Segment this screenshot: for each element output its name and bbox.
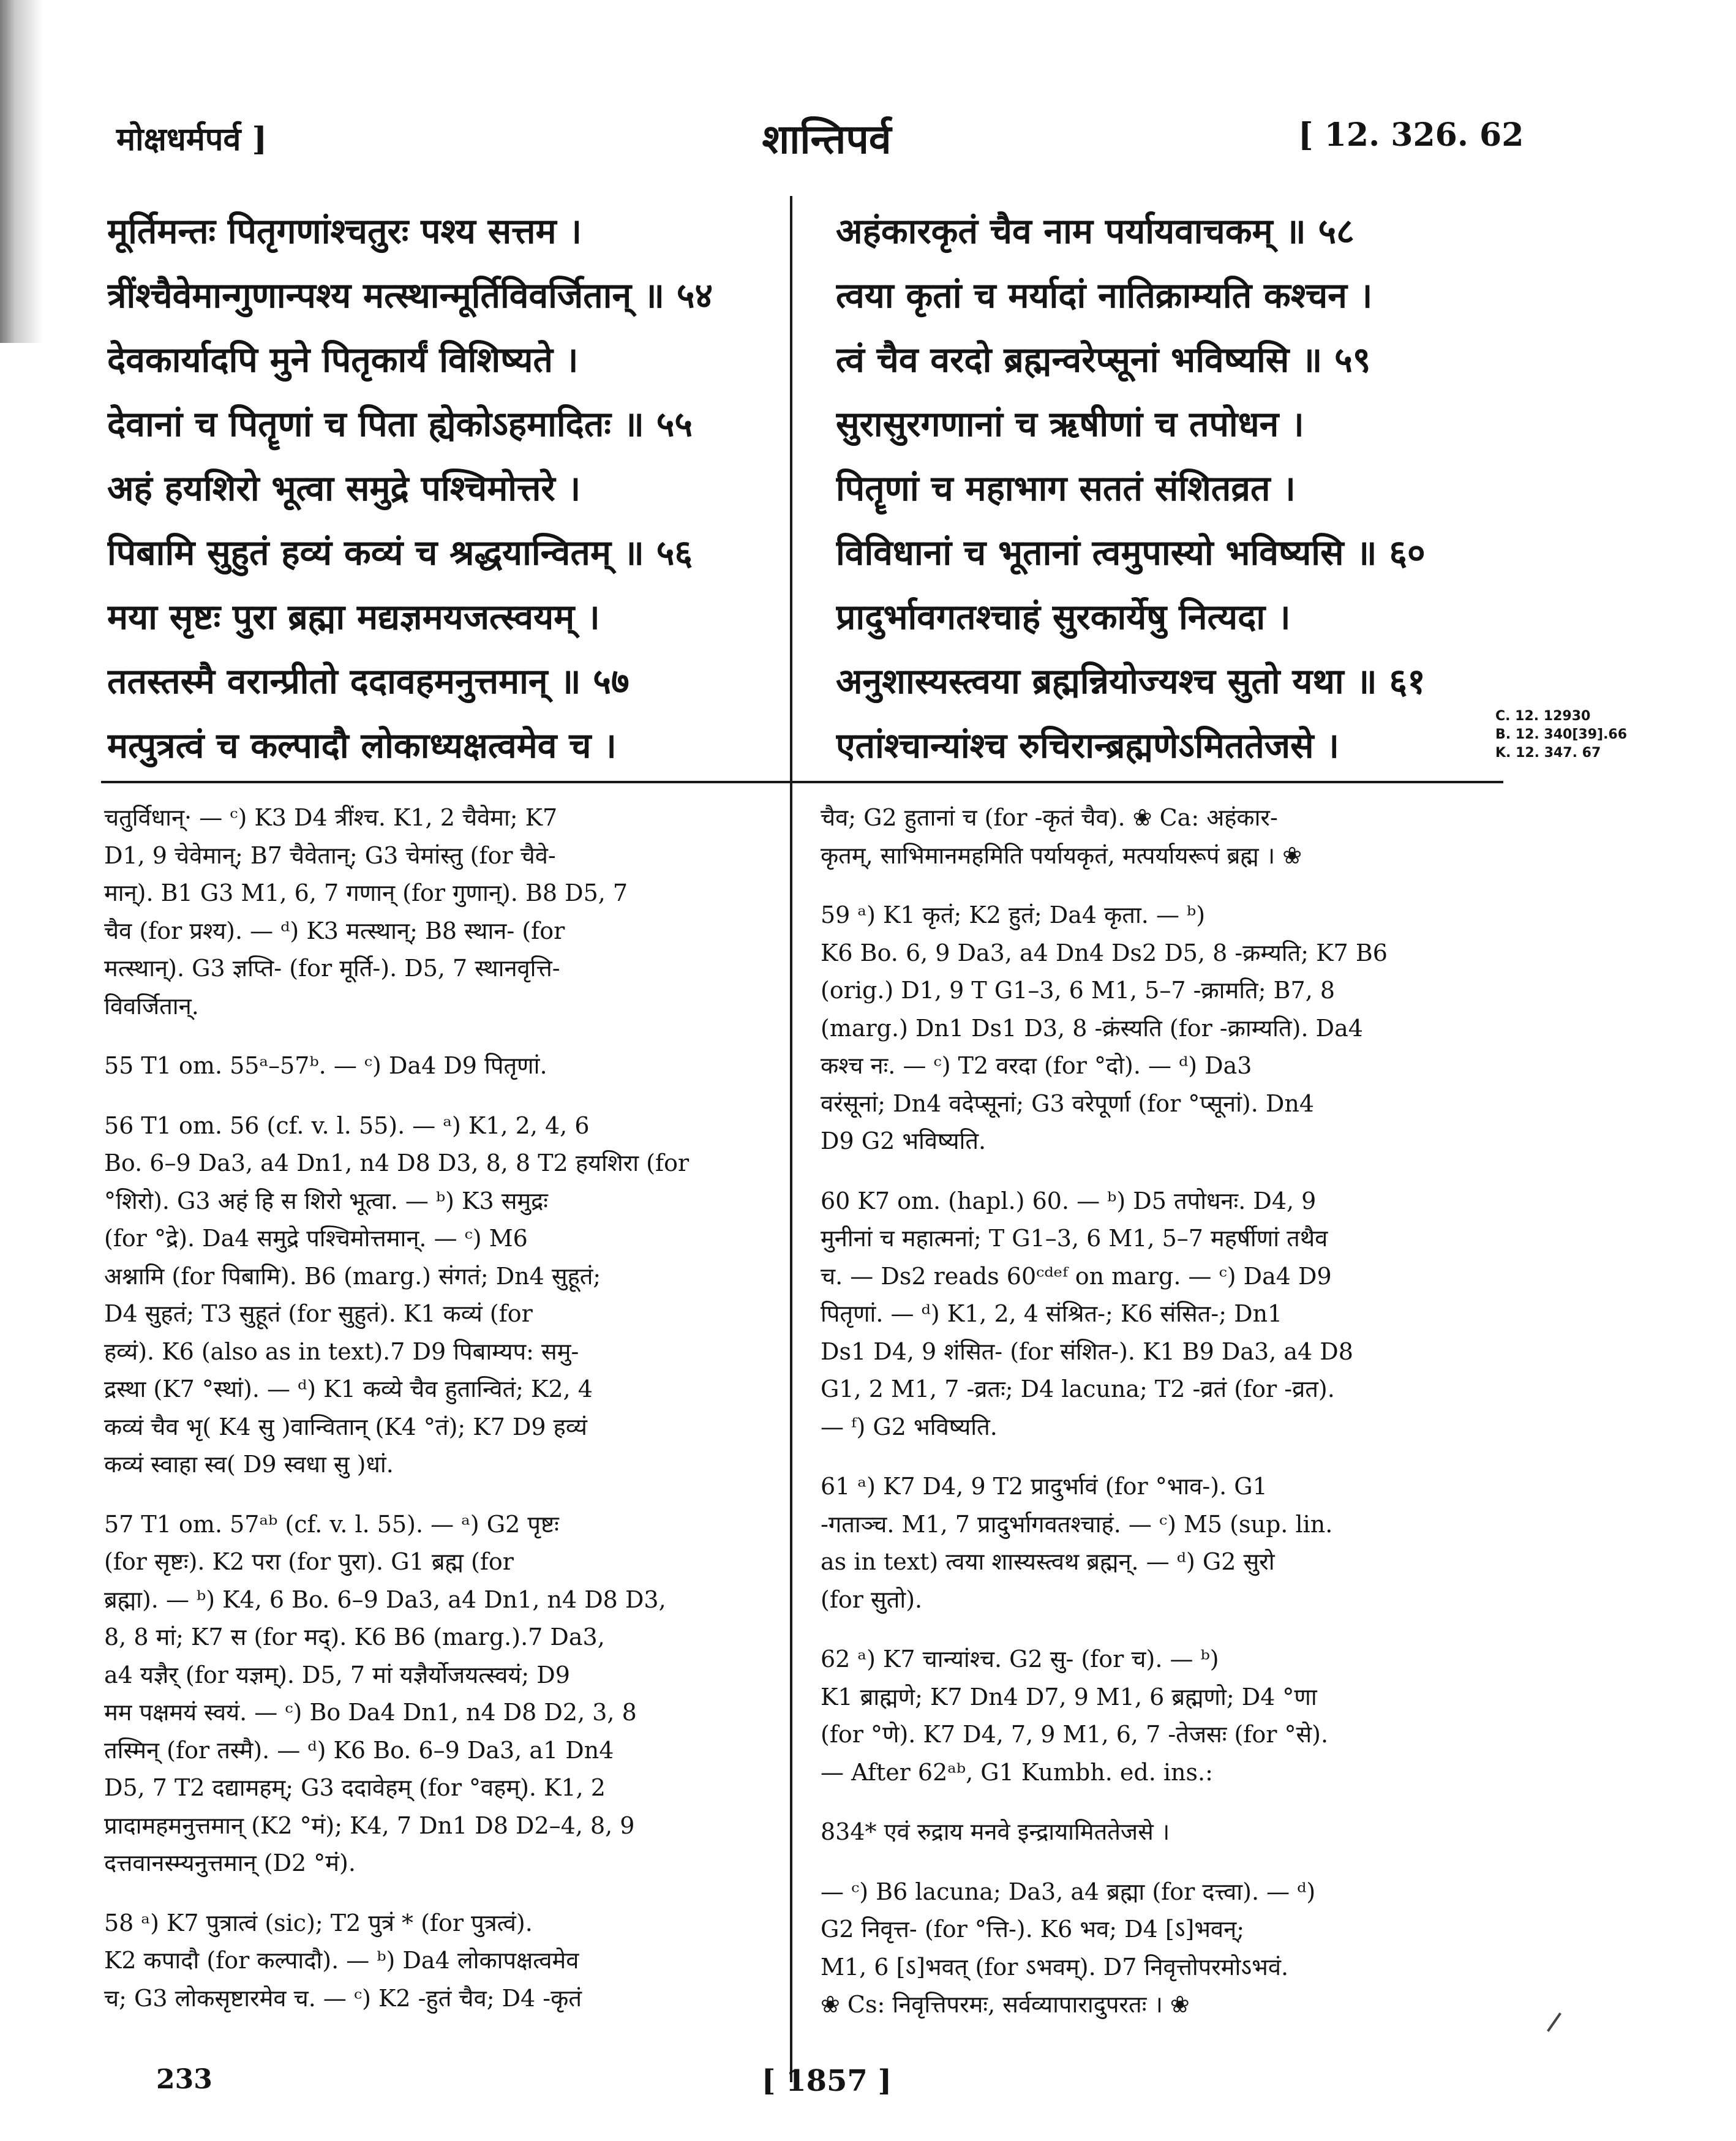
verse-line: सुरासुरगणानां च ऋषीणां च तपोधन । bbox=[836, 404, 1304, 445]
apparatus-note-54 bbox=[104, 799, 772, 1025]
apparatus-note-58 bbox=[104, 1905, 772, 2018]
apparatus-line: चैव; G2 हुतानां च (for -कृतं चैव). ❀ Ca: अहंकार- bbox=[821, 804, 1278, 831]
apparatus-line: प्रादामहमनुत्तमान् (K2 °मं); K4, 7 Dn1 D8 D2–4, 8, 9 bbox=[104, 1812, 635, 1839]
verse-line: अहंकारकृतं चैव नाम पर्यायवाचकम् ॥ ५८ bbox=[836, 211, 1355, 252]
apparatus-line: दत्तवानस्म्यनुत्तमान् (D2 °मं). bbox=[104, 1849, 356, 1876]
verse-line: प्रादुर्भावगतश्चाहं सुरकार्येषु नित्यदा । bbox=[836, 596, 1291, 638]
apparatus-line: D1, 9 चेवेमान्; B7 चैवेतान्; G3 चेमांस्तु (for चैवे- bbox=[104, 841, 556, 869]
verse-column-left bbox=[107, 199, 781, 778]
apparatus-line: 834* एवं रुद्राय मनवे इन्द्रायामिततेजसे । bbox=[821, 1818, 1170, 1845]
apparatus-line: (for सृष्टः). K2 परा (for पुरा). G1 ब्रह्म (for bbox=[104, 1548, 514, 1575]
apparatus-note-55 bbox=[104, 1047, 772, 1085]
apparatus-line: (marg.) Dn1 Ds1 D3, 8 -क्रंस्यति (for -क्राम्यति). Da4 bbox=[821, 1014, 1363, 1042]
verse-line: त्रींश्चैवेमान्गुणान्पश्य मत्स्थान्मूर्तिविवर्जितान् ॥ ५४ bbox=[107, 275, 713, 316]
apparatus-note-62 bbox=[821, 1641, 1494, 1791]
apparatus-line: M1, 6 [ऽ]भवत् (for ऽभवम्). D7 निवृत्तोपरमोऽभवं. bbox=[821, 1953, 1289, 1981]
apparatus-line: 57 T1 om. 57ᵃᵇ (cf. v. l. 55). — ᵃ) G2 पृष्टः bbox=[104, 1510, 559, 1538]
verse-line: त्वं चैव वरदो ब्रह्मन्वरेप्सूनां भविष्यसि ॥ ५९ bbox=[836, 339, 1371, 380]
verse-column-right bbox=[836, 199, 1479, 778]
apparatus-line: 55 T1 om. 55ᵃ–57ᵇ. — ᶜ) Da4 D9 पितृणां. bbox=[104, 1052, 547, 1079]
apparatus-line: पितृणां. — ᵈ) K1, 2, 4 संश्रित-; K6 संसित-; Dn1 bbox=[821, 1300, 1283, 1327]
apparatus-note-61 bbox=[821, 1468, 1494, 1619]
concordance-references bbox=[1495, 707, 1627, 762]
header-section-title: मोक्षधर्मपर्व ] bbox=[116, 121, 268, 158]
apparatus-line: हव्यं). K6 (also as in text).7 D9 पिबाम्यप: समु- bbox=[104, 1338, 579, 1365]
verse-line: मया सृष्टः पुरा ब्रह्मा मद्यज्ञमयजत्स्वयम् । bbox=[107, 596, 600, 638]
apparatus-note-58-cont bbox=[821, 799, 1494, 875]
verse-line: ततस्तस्मै वरान्प्रीतो ददावहमनुत्तमान् ॥ ५७ bbox=[107, 661, 629, 702]
apparatus-line: च. — Ds2 reads 60ᶜᵈᵉᶠ on marg. — ᶜ) Da4 D9 bbox=[821, 1262, 1332, 1290]
verse-line: देवकार्यादपि मुने पितृकार्यं विशिष्यते । bbox=[107, 339, 579, 380]
apparatus-line: 62 ᵃ) K7 चान्यांश्च. G2 सु- (for च). — ᵇ) bbox=[821, 1646, 1219, 1673]
verse-line: विविधानां च भूतानां त्वमुपास्यो भविष्यसि ॥ ६० bbox=[836, 532, 1426, 573]
verse-line: पिबामि सुहुतं हव्यं कव्यं च श्रद्धयान्वितम् ॥ ५६ bbox=[107, 532, 693, 573]
concordance-line: C. 12. 12930 bbox=[1495, 709, 1591, 724]
folio-number: 233 bbox=[156, 2064, 212, 2095]
apparatus-line: कव्यं चैव भृ( K4 सु )वान्वितान् (K4 °तं); K7 D9 हव्यं bbox=[104, 1413, 587, 1440]
apparatus-line: — After 62ᵃᵇ, G1 Kumbh. ed. ins.: bbox=[821, 1758, 1213, 1786]
apparatus-divider bbox=[101, 781, 1503, 783]
apparatus-line: 58 ᵃ) K7 पुत्रात्वं (sic); T2 पुत्रं * (for पुत्रत्वं). bbox=[104, 1909, 533, 1936]
apparatus-line: वरंसूनां; Dn4 वदेप्सूनां; G3 वरेपूर्णा (for °प्सूनां). Dn4 bbox=[821, 1089, 1315, 1117]
apparatus-line: विवर्जितान्. bbox=[104, 992, 199, 1020]
apparatus-line: मुनीनां च महात्मनां; T G1–3, 6 M1, 5–7 महर्षीणां तथैव bbox=[821, 1225, 1328, 1252]
apparatus-note-56 bbox=[104, 1107, 772, 1484]
apparatus-line: ब्रह्मा). — ᵇ) K4, 6 Bo. 6–9 Da3, a4 Dn1, n4 D8 D3, bbox=[104, 1586, 666, 1613]
apparatus-line: 61 ᵃ) K7 D4, 9 T2 प्रादुर्भावं (for °भाव-). G1 bbox=[821, 1473, 1268, 1500]
apparatus-line: चतुर्विधान्· — ᶜ) K3 D4 त्रींश्च. K1, 2 चैवेमा; K7 bbox=[104, 804, 558, 831]
apparatus-line: K6 Bo. 6, 9 Da3, a4 Dn4 Ds2 D5, 8 -क्रम्यति; K7 B6 bbox=[821, 939, 1388, 966]
apparatus-line: अश्नामि (for पिबामि). B6 (marg.) संगतं; Dn4 सुहूतं; bbox=[104, 1262, 601, 1290]
apparatus-line: as in text) त्वया शास्यस्त्वथ ब्रह्मन्. — ᵈ) G2 सुरो bbox=[821, 1548, 1275, 1575]
apparatus-line: कृतम्, साभिमानमहमिति पर्यायकृतं, मत्पर्यायरूपं ब्रह्म । ❀ bbox=[821, 841, 1302, 869]
verse-line: देवानां च पितॄणां च पिता ह्येकोऽहमादितः ॥ ५५ bbox=[107, 404, 693, 445]
apparatus-line: D4 सुहतं; T3 सुहूतं (for सुहुतं). K1 कव्यं (for bbox=[104, 1300, 533, 1327]
apparatus-line: तस्मिन् (for तस्मै). — ᵈ) K6 Bo. 6–9 Da3, a1 Dn4 bbox=[104, 1736, 614, 1764]
apparatus-line: 60 K7 om. (hapl.) 60. — ᵇ) D5 तपोधनः. D4, 9 bbox=[821, 1187, 1317, 1214]
column-divider bbox=[790, 196, 792, 2082]
critical-apparatus-right bbox=[821, 799, 1494, 2024]
apparatus-line: -गताञ्च. M1, 7 प्रादुर्भागवतश्चाहं. — ᶜ) M5 (sup. lin. bbox=[821, 1510, 1333, 1538]
apparatus-line: D5, 7 T2 दद्यामहम्; G3 ददावेहम् (for °वहम्). K1, 2 bbox=[104, 1774, 606, 1801]
apparatus-line: G2 निवृत्त- (for °त्ति-). K6 भव; D4 [ऽ]भवन्; bbox=[821, 1916, 1245, 1943]
critical-apparatus-left bbox=[104, 799, 772, 2017]
apparatus-line: (for सुतो). bbox=[821, 1586, 923, 1613]
apparatus-line: (for °णे). K7 D4, 7, 9 M1, 6, 7 -तेजसः (for °से). bbox=[821, 1721, 1329, 1748]
apparatus-line: — ᶠ) G2 भविष्यति. bbox=[821, 1413, 998, 1440]
apparatus-line: द्रस्था (K7 °स्थां). — ᵈ) K1 कव्ये चैव हुतान्वितं; K2, 4 bbox=[104, 1375, 593, 1402]
apparatus-line: कव्यं स्वाहा स्व( D9 स्वधा सु )धां. bbox=[104, 1451, 394, 1478]
apparatus-line: G1, 2 M1, 7 -व्रतः; D4 lacuna; T2 -व्रतं (for -व्रत). bbox=[821, 1375, 1335, 1402]
verse-line: अनुशास्यस्त्वया ब्रह्मन्नियोज्यश्च सुतो यथा ॥ ६१ bbox=[836, 661, 1426, 702]
apparatus-line: D9 G2 भविष्यति. bbox=[821, 1127, 986, 1154]
concordance-line: B. 12. 340[39].66 bbox=[1495, 727, 1628, 742]
apparatus-line: मम पक्षमयं स्वयं. — ᶜ) Bo Da4 Dn1, n4 D8 D2, 3, 8 bbox=[104, 1699, 637, 1726]
verse-line: मत्पुत्रत्वं च कल्पादौ लोकाध्यक्षत्वमेव च । bbox=[107, 725, 617, 766]
apparatus-line: च; G3 लोकसृष्टारमेव च. — ᶜ) K2 -हुतं चैव; D4 -कृतं bbox=[104, 1984, 582, 2012]
apparatus-note-60 bbox=[821, 1183, 1494, 1447]
pen-mark bbox=[1547, 2012, 1561, 2032]
header-parva-title: शान्तिपर्व bbox=[762, 115, 892, 163]
apparatus-line: K2 कपादौ (for कल्पादौ). — ᵇ) Da4 लोकापक्षत्वमेव bbox=[104, 1947, 579, 1974]
page-number: [ 1857 ] bbox=[761, 2064, 892, 2098]
apparatus-line: मान्). B1 G3 M1, 6, 7 गणान् (for गुणान्). B8 D5, 7 bbox=[104, 879, 628, 906]
apparatus-line: 59 ᵃ) K1 कृतं; K2 हुतं; Da4 कृता. — ᵇ) bbox=[821, 901, 1206, 928]
apparatus-line: Ds1 D4, 9 शंसित- (for संशित-). K1 B9 Da3, a4 D8 bbox=[821, 1338, 1353, 1365]
apparatus-line: (for °द्रे). Da4 समुद्रे पश्चिमोत्तमान्. — ᶜ) M6 bbox=[104, 1225, 528, 1252]
verse-line: पितॄणां च महाभाग सततं संशितव्रत । bbox=[836, 468, 1296, 509]
verse-line: अहं हयशिरो भूत्वा समुद्रे पश्चिमोत्तरे । bbox=[107, 468, 581, 509]
apparatus-note-62-cont bbox=[821, 1873, 1494, 2024]
apparatus-line: — ᶜ) B6 lacuna; Da3, a4 ब्रह्मा (for दत्त्वा). — ᵈ) bbox=[821, 1878, 1316, 1905]
apparatus-line: Bo. 6–9 Da3, a4 Dn1, n4 D8 D3, 8, 8 T2 हयशिरा (for bbox=[104, 1150, 690, 1176]
apparatus-line: K1 ब्राह्मणे; K7 Dn4 D7, 9 M1, 6 ब्रह्मणो; D4 °णा bbox=[821, 1683, 1317, 1710]
apparatus-insertion-834 bbox=[821, 1813, 1494, 1851]
apparatus-note-59 bbox=[821, 897, 1494, 1161]
scan-shadow-edge bbox=[0, 0, 43, 343]
concordance-line: K. 12. 347. 67 bbox=[1495, 745, 1601, 761]
apparatus-line: a4 यज्ञैर् (for यज्ञम्). D5, 7 मां यज्ञैर्योजयत्स्वयं; D9 bbox=[104, 1661, 570, 1688]
apparatus-line: 8, 8 मां; K7 स (for मद्). K6 B6 (marg.).7 Da3, bbox=[104, 1624, 605, 1650]
verse-line: एतांश्चान्यांश्च रुचिरान्ब्रह्मणेऽमिततेजसे । bbox=[836, 725, 1340, 766]
apparatus-note-57 bbox=[104, 1506, 772, 1883]
verse-line: मूर्तिमन्तः पितृगणांश्चतुरः पश्य सत्तम । bbox=[107, 211, 582, 252]
apparatus-line: 56 T1 om. 56 (cf. v. l. 55). — ᵃ) K1, 2, 4, 6 bbox=[104, 1112, 590, 1139]
header-verse-reference: [ 12. 326. 62 bbox=[1298, 116, 1524, 154]
verse-line: त्वया कृतां च मर्यादां नातिक्राम्यति कश्चन । bbox=[836, 275, 1373, 316]
apparatus-line: चैव (for प्रश्य). — ᵈ) K3 मत्स्थान्; B8 स्थान- (for bbox=[104, 917, 565, 944]
apparatus-line: कश्च नः. — ᶜ) T2 वरदा (for °दो). — ᵈ) Da3 bbox=[821, 1052, 1252, 1079]
apparatus-line: ❀ Cs: निवृत्तिपरमः, सर्वव्यापारादुपरतः । ❀ bbox=[821, 1991, 1190, 2018]
apparatus-line: °शिरो). G3 अहं हि स शिरो भूत्वा. — ᵇ) K3 समुद्रः bbox=[104, 1187, 548, 1214]
apparatus-line: (orig.) D1, 9 T G1–3, 6 M1, 5–7 -क्रामति; B7, 8 bbox=[821, 977, 1336, 1004]
apparatus-line: मत्स्थान्). G3 ज्ञप्ति- (for मूर्ति-). D5, 7 स्थानवृत्ति- bbox=[104, 955, 560, 982]
